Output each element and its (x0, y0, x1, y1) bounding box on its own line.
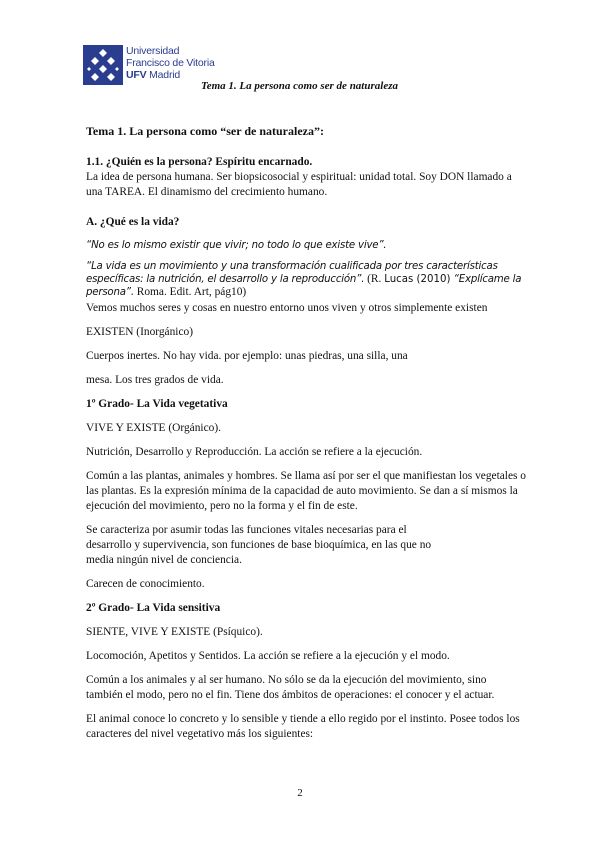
paragraph-13: El animal conoce lo concreto y lo sensible y tiende a ello regido por el instinto. Posee todos los caracteres del nivel vegetativo más los siguientes: (86, 713, 520, 740)
quote-1: “No es lo mismo existir que vivir; no todo lo que existe vive”. (86, 240, 387, 251)
paragraph-9: Carecen de conocimiento. (86, 578, 205, 590)
paragraph-7: Común a las plantas, animales y hombres. Se llama así por ser el que manifiestan los vegetales o las plantas. Es la expresión mínima de la capacidad de auto movimiento. Se dan a sí mismos la ejecución del movimiento, pero no la forma y el fin de este. (86, 470, 527, 512)
paragraph-8-line-3: media ningún nivel de conciencia. (86, 554, 242, 566)
grade-2-heading: 2º Grado- La Vida sensitiva (86, 602, 221, 614)
document-body (86, 124, 526, 742)
quote-2 (86, 260, 526, 299)
paragraph-4: mesa. Los tres grados de vida. (86, 374, 224, 386)
logo-line-3-bold: UFV (126, 69, 147, 81)
grade-1-heading: 1º Grado- La Vida vegetativa (86, 398, 228, 410)
paragraph-6: Nutrición, Desarrollo y Reproducción. La acción se refiere a la ejecución. (86, 446, 423, 458)
paragraph-5: VIVE Y EXISTE (Orgánico). (86, 422, 221, 434)
paragraph-12: Común a los animales y al ser humano. No sólo se da la ejecución del movimiento, sino también el modo, pero no el fin. Tiene dos ámbitos de operaciones: el conocer y el actuar. (86, 674, 495, 701)
quote-2-ref-4: Roma. Edit. Art, pág10) (133, 286, 247, 298)
logo-wordmark (126, 45, 215, 81)
logo-line-1: Universidad (126, 45, 180, 57)
paragraph-3: Cuerpos inertes. No hay vida. por ejemplo: unas piedras, una silla, una (86, 350, 408, 362)
paragraph-11: Locomoción, Apetitos y Sentidos. La acción se refiere a la ejecución y el modo. (86, 650, 450, 662)
section-1-heading: 1.1. ¿Quién es la persona? Espíritu encarnado. (86, 156, 313, 168)
quote-2-ref-1: (R. (364, 273, 385, 285)
paragraph-2: EXISTEN (Inorgánico) (86, 326, 194, 338)
page-number: 2 (297, 787, 303, 799)
paragraph-8 (86, 523, 526, 568)
paragraph-1: Vemos muchos seres y cosas en nuestro entorno unos viven y otros simplemente existen (86, 302, 488, 314)
quote-2-ref-2: Lucas (2010) (384, 274, 454, 285)
ufv-emblem-icon (83, 45, 123, 85)
paragraph-8-line-2: desarrollo y supervivencia, son funciones de base bioquímica, en las que no (86, 539, 432, 551)
quote-2-ref-3: “Explícame la persona”. (86, 274, 522, 298)
logo-line-2: Francisco de Vitoria (126, 57, 215, 69)
quote-2-text: “La vida es un movimiento y una transformación cualificada por tres características específicas: la nutrición, el desarrollo y la reproducción”. (86, 261, 498, 285)
main-heading: Tema 1. La persona como “ser de naturaleza”: (86, 124, 324, 138)
paragraph-8-line-1: Se caracteriza por asumir todas las funciones vitales necesarias para el (86, 524, 407, 536)
section-1-text: La idea de persona humana. Ser biopsicosocial y espiritual: unidad total. Soy DON llamado a una TAREA. El dinamismo del crecimiento humano. (86, 171, 512, 198)
paragraph-10: SIENTE, VIVE Y EXISTE (Psíquico). (86, 626, 263, 638)
logo-line-3-rest: Madrid (146, 69, 181, 81)
running-header-title: Tema 1. La persona como ser de naturaleza (201, 80, 398, 92)
section-a-heading: A. ¿Qué es la vida? (86, 216, 180, 228)
